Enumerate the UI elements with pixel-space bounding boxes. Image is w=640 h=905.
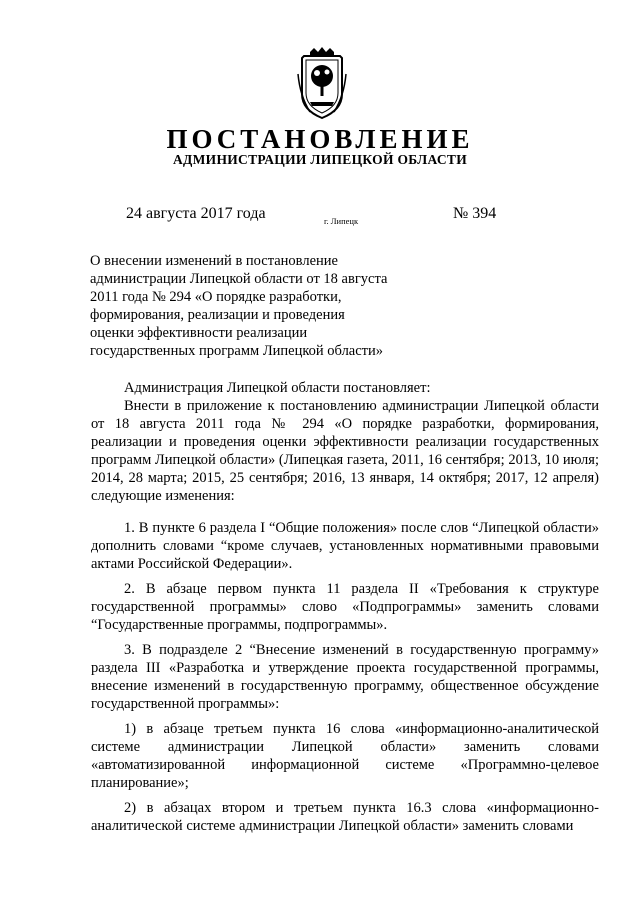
intro-paragraph: Администрация Липецкой области постановляет: bbox=[124, 380, 431, 396]
subitem-2-paragraph: 2) в абзацах втором и третьем пункта 16.3 слова «информационно-аналитической системе администрации Липецкой области» заменить словами bbox=[91, 800, 599, 834]
directive-paragraph: Внести в приложение к постановлению администрации Липецкой области от 18 августа 2011 года № 294 «О порядке разработки, формирования, реализации и проведения оценки эффективности реализации государственных программ Липецкой области» (Липецкая газета, 2011, 16 сентября; 2013, 10 июля; 2014, 28 марта; 2015, 25 сентября; 2016, 13 января, 14 октября; 2017, 12 апреля) следующие изменения: bbox=[91, 398, 599, 504]
document-title: ПОСТАНОВЛЕНИЕ bbox=[166, 124, 474, 154]
document-body bbox=[91, 379, 599, 835]
subject-line: формирования, реализации и проведения bbox=[90, 307, 345, 323]
subject-line: 2011 года № 294 «О порядке разработки, bbox=[90, 289, 342, 305]
document-city: г. Липецк bbox=[324, 216, 359, 226]
document-number: № 394 bbox=[453, 205, 497, 222]
item-1-paragraph: 1. В пункте 6 раздела I “Общие положения» после слов “Липецкой области» дополнить словами “кроме случаев, установленных нормативными правовыми актами Российской Федерации». bbox=[91, 520, 599, 572]
item-3-paragraph: 3. В подразделе 2 “Внесение изменений в государственную программу» раздела III «Разработка и утверждение проекта государственной программы, внесение изменений в государственную программу, общественное обсуждение государственной программы»: bbox=[91, 642, 599, 712]
subitem-1-paragraph: 1) в абзаце третьем пункта 16 слова «информационно-аналитической системе администрации Липецкой области» заменить словами «автоматизированной информационной системе «Программно-целевое планирование»; bbox=[91, 721, 599, 791]
subject-line: оценки эффективности реализации bbox=[90, 325, 308, 341]
subject-line: О внесении изменений в постановление bbox=[90, 253, 338, 269]
document-subtitle: АДМИНИСТРАЦИИ ЛИПЕЦКОЙ ОБЛАСТИ bbox=[172, 152, 468, 167]
coat-of-arms-icon bbox=[296, 46, 348, 122]
document-date: 24 августа 2017 года bbox=[126, 205, 266, 222]
subject-line: государственных программ Липецкой области» bbox=[90, 343, 384, 359]
item-2-paragraph: 2. В абзаце первом пункта 11 раздела II «Требования к структуре государственной программы» слово «Подпрограммы» заменить словами “Государственные программы, подпрограммы». bbox=[91, 581, 599, 633]
subject-line: администрации Липецкой области от 18 августа bbox=[90, 271, 388, 287]
document-subject bbox=[90, 252, 430, 360]
